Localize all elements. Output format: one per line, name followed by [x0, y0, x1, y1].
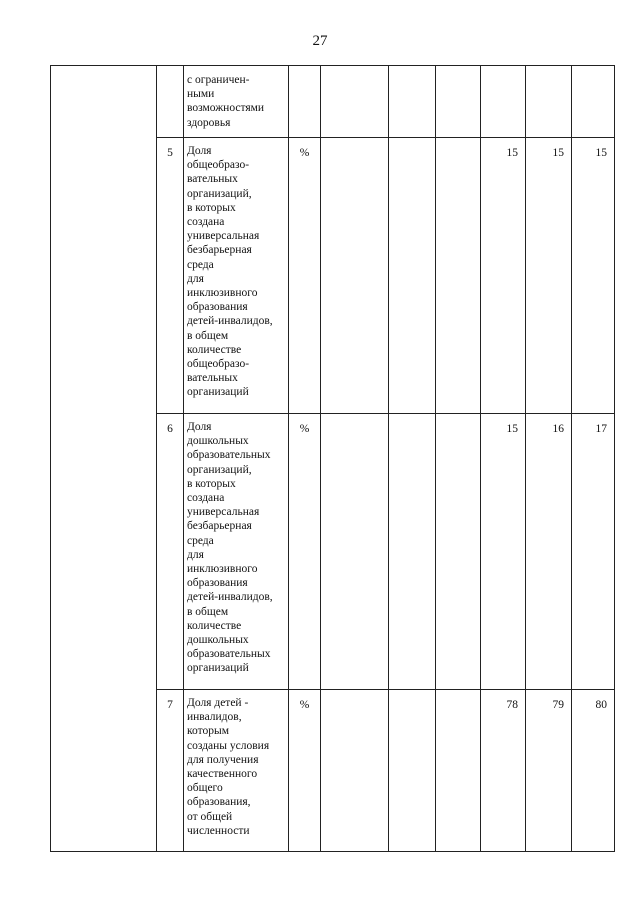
- table-row: [51, 66, 615, 138]
- unit-cell: %: [289, 414, 321, 690]
- page-number: 27: [312, 33, 328, 49]
- value-cell: 15: [481, 138, 526, 414]
- row-number-cell: 7: [157, 690, 184, 852]
- row-number-cell: 5: [157, 138, 184, 414]
- value-cell: 79: [526, 690, 572, 852]
- indicator-name-cell: Доля дошкольных образовательных организаций, в которых создана универсальная безбарьерная среда для инклюзивного образования детей-инвалидов, в общем количестве дошкольных образовательных организаций: [184, 414, 289, 690]
- indicators-table: [50, 65, 615, 852]
- value-cell: 15: [526, 138, 572, 414]
- unit-cell: [289, 66, 321, 138]
- indicator-name-cell: Доля детей - инвалидов, которым созданы условия для получения качественного общего образования, от общей численности: [184, 690, 289, 852]
- row-number-cell: 6: [157, 414, 184, 690]
- unit-cell: %: [289, 690, 321, 852]
- indicator-name-cell: Доля общеобразо- вательных организаций, в которых создана универсальная безбарьерная среда для инклюзивного образования детей-инвалидов, в общем количестве общеобразо- вательных организаций: [184, 138, 289, 414]
- row-number-cell: [157, 66, 184, 138]
- value-cell: 80: [572, 690, 615, 852]
- value-cell: 15: [572, 138, 615, 414]
- value-cell: 15: [481, 414, 526, 690]
- value-cell: 78: [481, 690, 526, 852]
- merged-left-cell: [51, 66, 157, 852]
- value-cell: 16: [526, 414, 572, 690]
- indicator-name-cell: с ограничен- ными возможностями здоровья: [184, 66, 289, 138]
- value-cell: 17: [572, 414, 615, 690]
- unit-cell: %: [289, 138, 321, 414]
